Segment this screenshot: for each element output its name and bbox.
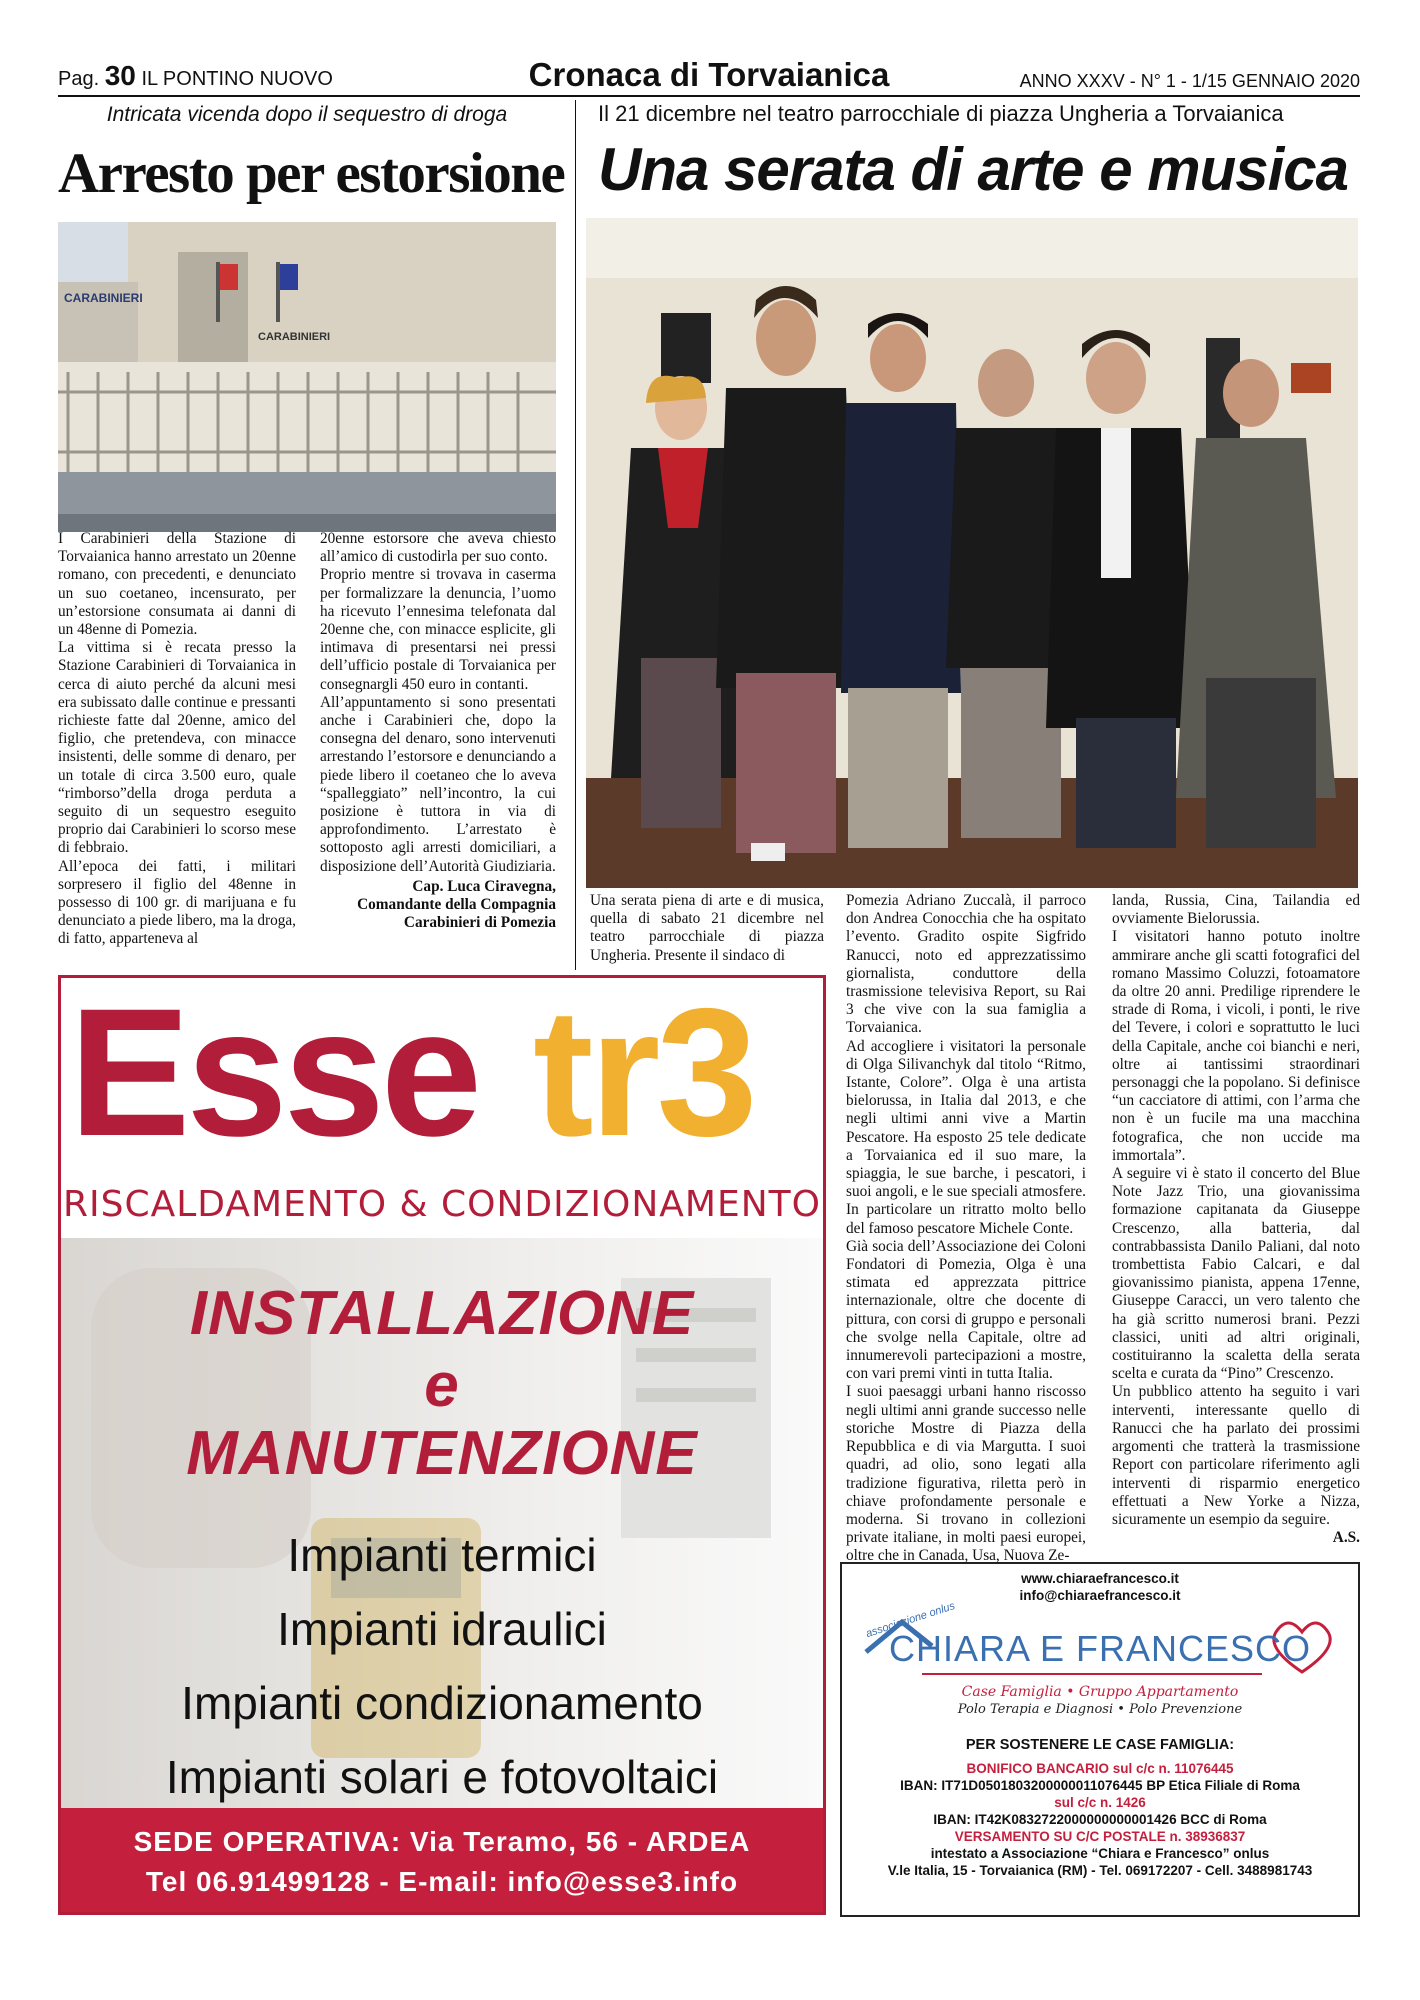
left-article-kicker: Intricata vicenda dopo il sequestro di droga [106,103,508,126]
left-article-column-2 [320,530,556,932]
ad-service-item: Impianti termici [287,1529,597,1581]
charity-intestato: intestato a Associazione “Chiara e Francesco” onlus [930,1846,1270,1861]
paragraph: All’appuntamento si sono presentati anche i Carabinieri che, dopo la consegna del denaro, sono intervenuti arrestando l’estorsore e denunciando a piede libero il coetaneo che lo aveva “spalleggiato” nell’incontro, la cui posizione è tuttora in via di approfondimento. L’arrestato è sottoposto agli arresti domiciliari, a disposizione dell’Autorità Giudiziaria. [320,693,556,875]
logo-part-red: Esse [69,975,479,1174]
paragraph: landa, Russia, Cina, Tailandia ed ovviamente Bielorussia. [1112,892,1360,928]
right-article-signature: A.S. [1332,1529,1360,1547]
charity-box [840,1562,1360,1917]
carabinieri-station-photo [58,222,556,532]
ad-line-manutenzione: MANUTENZIONE [186,1419,698,1488]
ad-service-item: Impianti idraulici [277,1603,607,1655]
paragraph: Proprio mentre si trovava in caserma per formalizzare la denuncia, l’uomo ha ricevuto l’ennesima telefonata dal 20enne che, con minacce esplicite, gli intimava di presentarsi nei pressi dell’ufficio postale di Torvaianica per consegnargli 450 euro in contanti. [320,566,556,693]
page-header [58,58,1360,94]
signature-line: Cap. Luca Ciravegna, [412,877,556,895]
ad-line-e: e [424,1351,460,1420]
paragraph: I Carabinieri della Stazione di Torvaianica hanno arrestato un 20enne romano, con precedenti, e denunciato un suo coetaneo, incensurato, per un’estorsione consumata ai danni di un 48enne di Pomezia. [58,530,296,639]
right-article-kicker: Il 21 dicembre nel teatro parrocchiale di piazza Ungheria a Torvaianica [598,101,1284,126]
paper-name: IL PONTINO NUOVO [141,68,333,90]
ad-address: SEDE OPERATIVA: Via Teramo, 56 - ARDEA [133,1826,751,1857]
signature-line: Comandante della Compagnia [357,896,556,914]
left-article-column-1 [58,530,296,949]
header-rule [58,95,1360,97]
paragraph: I visitatori hanno potuto inoltre ammirare anche gli scatti fotografici del romano Massimo Coluzzi, fotoamatore da oltre 20 anni. Predilige riprendere le strade di Roma, i vicoli, i ponti, le rive del Tevere, i colori e soprattutto le luci della Capitale, anche coi bianchi e neri, oltre ai tantissimi straordinari personaggi che la popolano. Si definisce “un cacciatore di attimi, con l’arma che non è un fucile ma una macchina fotografica, che non uccide ma immortala”. [1112,928,1360,1164]
photo-sign-2: CARABINIERI [258,331,331,343]
charity-address: V.le Italia, 15 - Torvaianica (RM) - Tel. 069172207 - Cell. 3488981743 [887,1863,1313,1878]
page-label: Pag. [58,68,100,90]
right-article-title: Una serata di arte e musica [598,136,1349,203]
charity-email[interactable]: info@chiaraefrancesco.it [1019,1588,1181,1603]
charity-bonifico: BONIFICO BANCARIO sul c/c n. 11076445 [966,1761,1234,1776]
charity-postale: VERSAMENTO SU C/C POSTALE n. 38936837 [954,1829,1246,1844]
ad-contact: Tel 06.91499128 - E-mail: info@esse3.info [145,1866,739,1897]
paragraph: Un pubblico attento ha seguito i vari interventi, interessante quello di Ranucci che ha parlato dei prossimi argomenti che tratterà la trasmissione Report con particolare riferimento agli interventi di risparmio energetico effettuati a New Yorke a Nizza, sicuramente un esempio da seguire. [1112,1383,1360,1528]
paragraph: Pomezia Adriano Zuccalà, il parroco don Andrea Conocchia che ha ospitato l’evento. Gradito ospite Sigfrido Ranucci, noto ed apprezzatissimo giornalista, conduttore della trasmissione televisiva Report, su Rai 3 che vive con la sua famiglia a Torvaianica. [846,892,1086,1037]
logo-part-yellow: tr3 [533,975,754,1174]
photo-sign-1: CARABINIERI [64,291,143,305]
left-article-title: Arresto per estorsione [58,142,565,205]
charity-website[interactable]: www.chiaraefrancesco.it [1021,1571,1179,1586]
esse3-advertisement [58,975,826,1915]
right-article-column-3 [1112,892,1360,1547]
paragraph: All’epoca dei fatti, i militari sorpresero il figlio del 48enne in possesso di 100 gr. di marijuana e fu denunciato a piede libero, ma la droga, di fatto, apparteneva al [58,857,296,948]
charity-logo [842,1599,1358,1684]
esse3-logo [61,975,823,1196]
ad-footer [61,1808,823,1912]
charity-cc-2: sul c/c n. 1426 [1054,1795,1146,1810]
paragraph: Una serata piena di arte e di musica, quella di sabato 21 dicembre nel teatro parrocchiale di piazza Ungheria. Presente il sindaco di [590,892,824,964]
paragraph: A seguire vi è stato il concerto del Blue Note Jazz Trio, una giovanissima formazione capitanata da Giuseppe Crescenzo, alla batteria, dal contrabbassista Danilo Paliani, dal noto trombettista Fabio Calcari, e dal giovanissimo pianista, appena 17enne, Giuseppe Caracci, un vero talento che ha già scritto numerosi brani. Pezzi classici, uniti ad altri originali, costituiranno la scaletta della serata scelta e curata da “Pino” Crescenzo. [1112,1165,1360,1383]
charity-services-line-1: Case Famiglia • Gruppo Appartamento [961,1684,1239,1700]
charity-name: CHIARA E FRANCESCO [888,1628,1312,1669]
paragraph: I suoi paesaggi urbani hanno riscosso negli ultimi anni grande successo nelle storiche Mostre di Piazza della Repubblica e di via Margutta. I suoi quadri, ad olio, sono legati alla tradizione figurativa, riletta però in chiave profondamente personale e moderna. Si trovano in collezioni private italiane, in molti paesi europei, oltre che in Canada, Usa, Nuova Ze- [846,1383,1086,1565]
issue-info: ANNO XXXV - N° 1 - 1/15 GENNAIO 2020 [1019,71,1360,91]
charity-tag: associazione onlus [864,1599,957,1641]
section-title: Cronaca di Torvaianica [528,56,890,93]
right-article-column-2 [846,892,1086,1566]
right-article-column-1 [590,892,824,965]
column-divider [575,100,576,970]
charity-iban-1: IBAN: IT71D0501803200000011076445 BP Etica Filiale di Roma [900,1778,1300,1793]
ad-line-installazione: INSTALLAZIONE [189,1279,695,1348]
charity-heading: PER SOSTENERE LE CASE FAMIGLIA: [965,1737,1235,1753]
paragraph: Già socia dell’Associazione dei Coloni Fondatori di Pomezia, Olga è una stimata ed apprezzata pittrice internazionale, oltre che docente di pittura, con corsi di gruppo e personali che svolge nella Capitale, oltre ad innumerevoli partecipazioni a mostre, con vari premi vinti in tutta Italia. [846,1237,1086,1383]
charity-iban-2: IBAN: IT42K0832722000000000001426 BCC di Roma [933,1812,1267,1827]
ad-subtitle: RISCALDAMENTO & CONDIZIONAMENTO [62,1184,821,1225]
ad-service-item: Impianti condizionamento [181,1677,703,1729]
event-group-photo [586,218,1358,888]
charity-services-line-2: Polo Terapia e Diagnosi • Polo Prevenzione [957,1702,1243,1717]
paragraph: 20enne estorsore che aveva chiesto all’amico di custodirla per suo conto. [320,530,556,566]
paragraph: Ad accogliere i visitatori la personale di Olga Silivanchyk dal titolo “Ritmo, Istante, Colore”. Olga è una artista bielorussa, in Italia dal 2013, e che negli ultimi anni vive a Martin Pescatore. Ha esposto 25 tele dedicate a Torvaianica ed il suo mare, la spiaggia, le sue barche, i pescatori, i suoi angoli, e le sue speciali atmosfere. In particolare un ritratto molto bello del famoso pescatore Michele Conte. [846,1037,1086,1237]
signature-line: Carabinieri di Pomezia [403,914,556,932]
paragraph: La vittima si è recata presso la Stazione Carabinieri di Torvaianica in cerca di aiuto perché da alcuni mesi era subissato dalle continue e pressanti richieste fatte dal 20enne, amico del figlio, che pretendeva, con minacce insistenti, delle somme di denaro, per un totale di circa 3.500 euro, quale “rimborso”della droga perduta a seguito di un sequestro eseguito proprio dai Carabinieri lo scorso mese di febbraio. [58,639,296,857]
ad-service-item: Impianti solari e fotovoltaici [165,1751,719,1803]
left-article-signature [320,878,556,933]
page-number: 30 [104,60,136,91]
